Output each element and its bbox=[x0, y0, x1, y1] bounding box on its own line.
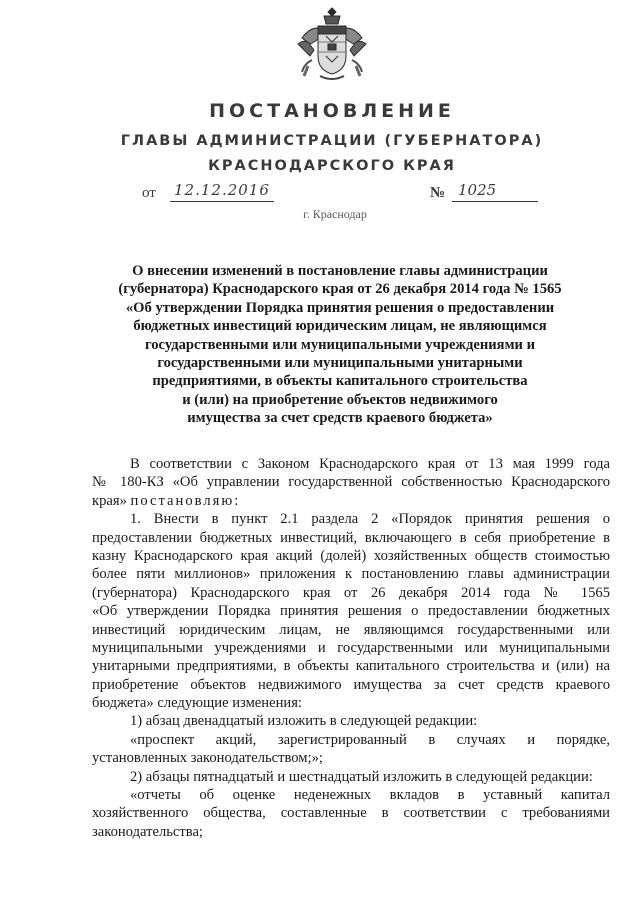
document-title bbox=[100, 262, 580, 428]
body-line: казну Краснодарского края акций (долей) хозяйственных обществ стоимостью bbox=[92, 547, 610, 564]
city-name: г. Краснодар bbox=[303, 207, 367, 221]
body-line: унитарными предприятиями, в объекты капитального строительства и (или) на bbox=[92, 658, 610, 675]
title-line: «Об утверждении Порядка принятия решения о предоставлении bbox=[125, 299, 555, 316]
body-line: (губернатора) Краснодарского края от 26 декабря 2014 года № 1565 bbox=[92, 584, 610, 601]
coat-of-arms-emblem bbox=[290, 4, 374, 92]
date-value: 12.12.2016 bbox=[170, 181, 274, 202]
title-line: имущества за счет средств краевого бюджета» bbox=[187, 410, 493, 427]
body-line: установленных законодательством;»; bbox=[92, 750, 323, 767]
body-line: предоставлении бюджетных инвестиций, включающего в себя приобретение в bbox=[92, 529, 610, 546]
number-label: № bbox=[430, 185, 446, 201]
body-line: более пяти миллионов» приложения к постановлению главы администрации bbox=[92, 566, 610, 583]
body-line: инвестиций юридическим лицам, не являющимся государственными или bbox=[92, 621, 610, 638]
body-line: 2) абзацы пятнадцатый и шестнадцатый изложить в следующей редакции: bbox=[130, 768, 593, 785]
body-line-text: края» bbox=[92, 492, 127, 509]
body-line: 1. Внести в пункт 2.1 раздела 2 «Порядок принятия решения о bbox=[130, 511, 610, 528]
body-line: «Об утверждении Порядка принятия решения о предоставлении бюджетных bbox=[92, 603, 610, 620]
number-value: 1025 bbox=[452, 181, 538, 202]
title-line: (губернатора) Краснодарского края от 26 декабря 2014 года № 1565 bbox=[118, 281, 562, 298]
document-body bbox=[92, 455, 610, 841]
title-line: и (или) на приобретение объектов недвижимого bbox=[182, 391, 498, 408]
body-line: «проспект акций, зарегистрированный в случаях и порядке, bbox=[130, 731, 610, 748]
title-line: предприятиями, в объекты капитального строительства bbox=[152, 373, 528, 390]
body-line bbox=[92, 492, 610, 510]
title-line: государственными или муниципальными учреждениями и bbox=[145, 336, 535, 353]
body-line: законодательства; bbox=[92, 823, 203, 840]
body-line: бюджета» следующие изменения: bbox=[92, 695, 302, 712]
body-line: В соответствии с Законом Краснодарского края от 13 мая 1999 года bbox=[130, 456, 610, 472]
title-line: государственными или муниципальными унитарными bbox=[157, 355, 523, 372]
title-line: бюджетных инвестиций юридическим лицам, не являющимся bbox=[133, 318, 547, 335]
body-line: приобретение объектов недвижимого имущества за счет средств краевого bbox=[92, 676, 610, 693]
document-type-heading: ПОСТАНОВЛЕНИЕ bbox=[209, 100, 455, 122]
body-line: 1) абзац двенадцатый изложить в следующей редакции: bbox=[130, 713, 478, 730]
resolve-word: постановляю: bbox=[130, 492, 241, 509]
issuer-heading: ГЛАВЫ АДМИНИСТРАЦИИ (ГУБЕРНАТОРА) bbox=[120, 133, 544, 149]
title-line: О внесении изменений в постановление главы администрации bbox=[132, 263, 548, 279]
body-line: № 180-КЗ «Об управлении государственной собственностью Краснодарского bbox=[92, 474, 610, 491]
body-line: хозяйственного общества, составленные в соответствии с требованиями bbox=[92, 805, 610, 822]
region-heading: КРАСНОДАРСКОГО КРАЯ bbox=[208, 158, 456, 174]
date-label: от bbox=[142, 185, 156, 201]
body-line: «отчеты об оценке неденежных вкладов в уставный капитал bbox=[130, 787, 610, 804]
body-line: муниципальными учреждениями и государственными или муниципальными bbox=[92, 639, 610, 656]
